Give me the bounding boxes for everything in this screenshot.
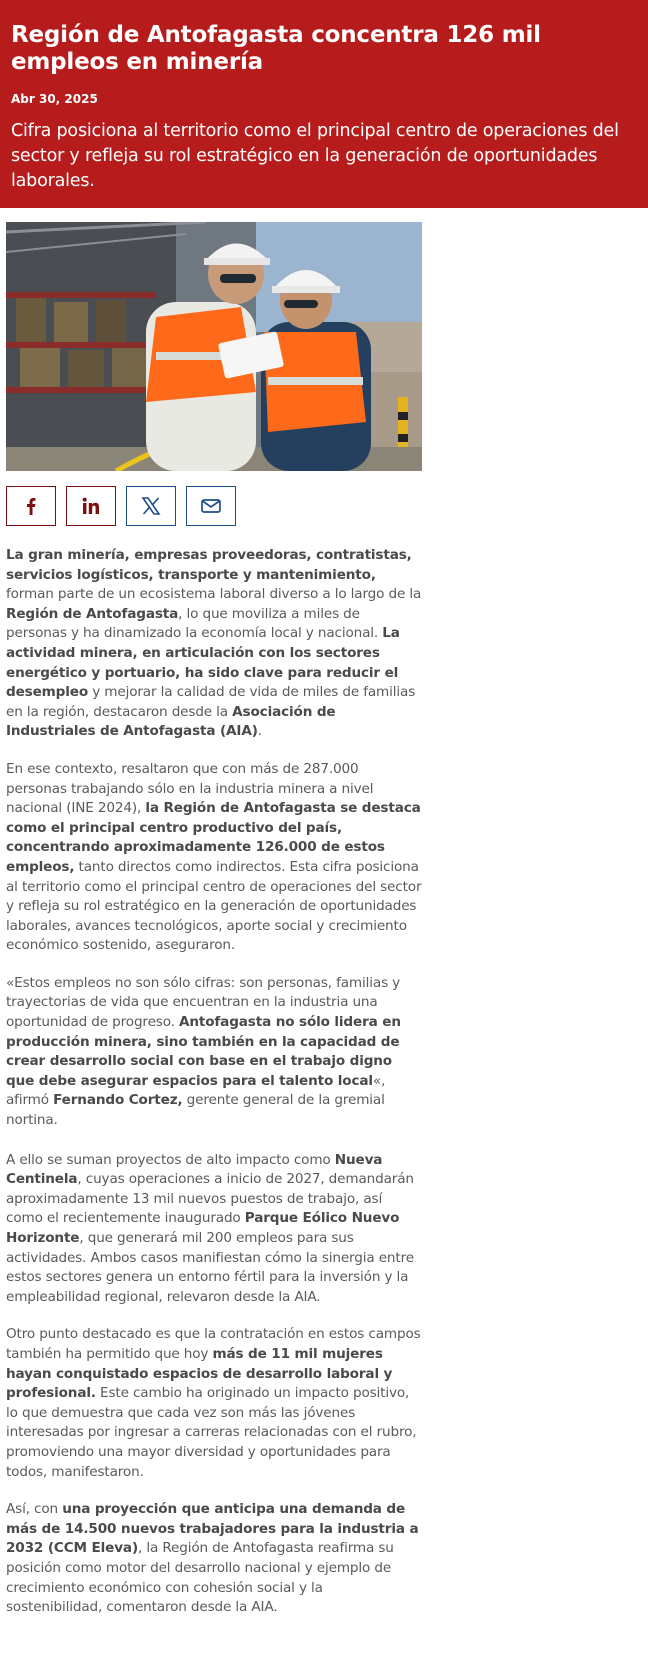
share-buttons (6, 486, 236, 526)
x-icon (141, 496, 161, 516)
linkedin-share-button[interactable] (66, 486, 116, 526)
body-text: A ello se suman proyectos de alto impacto como (6, 1151, 335, 1168)
article-paragraph (6, 1500, 422, 1618)
x-share-button[interactable] (126, 486, 176, 526)
article-summary: Cifra posiciona al territorio como el principal centro de operaciones del sector y refleja su rol estratégico en la generación de oportunidades laborales. (11, 121, 619, 191)
bold-text: Parque Eólico Nuevo Horizonte (6, 1210, 400, 1246)
facebook-share-button[interactable] (6, 486, 56, 526)
body-text: forman parte de un ecosistema laboral diverso a lo largo de la (6, 586, 422, 603)
email-share-button[interactable] (186, 486, 236, 526)
article-paragraph (6, 760, 422, 956)
mail-icon (200, 496, 222, 516)
body-text: , la Región de Antofagasta reafirma su posición como motor del desarrollo nacional y ejemplo de crecimiento económico con cohesión social y la sostenibilidad, comentaron desde la AIA. (6, 1540, 394, 1616)
bold-text: La actividad minera, en articulación con los sectores energético y portuario, ha sido clave para reducir el desempleo (6, 625, 400, 701)
publish-date: Abr 30, 2025 (11, 92, 98, 106)
bold-text: La gran minería, empresas proveedoras, contratistas, servicios logísticos, transporte y mantenimiento, (6, 547, 412, 583)
bold-text: una proyección que anticipa una demanda de más de 14.500 nuevos trabajadores para la industria a 2032 (CCM Eleva) (6, 1501, 419, 1557)
body-text: , lo que moviliza a miles de personas y ha dinamizado la economía local y nacional. (6, 605, 383, 642)
article-photo (6, 222, 422, 471)
article-paragraph (6, 1151, 422, 1308)
bold-text: la Región de Antofagasta se destaca como el principal centro productivo del país, concentrando aproximadamente 126.000 de estos empleos, (6, 800, 421, 875)
body-text: Este cambio ha originado un impacto positivo, lo que demuestra que cada vez son más las jóvenes interesadas por ingresar a carreras relacionadas con el rubro, promoviendo una mayor diversidad y oportunidades para todos, manifestaron. (6, 1385, 417, 1480)
bold-text: Nueva Centinela (6, 1151, 383, 1188)
bold-text: Antofagasta no sólo lidera en producción minera, sino también en la capacidad de crear desarrollo social con base en el trabajo digno que debe asegurar espacios para el talento local (6, 1014, 401, 1089)
facebook-icon (21, 496, 41, 516)
article-paragraph (6, 546, 422, 742)
bold-text: Asociación de Industriales de Antofagasta (AIA) (6, 703, 336, 740)
article-title: Región de Antofagasta concentra 126 mil empleos en minería (11, 22, 541, 75)
body-text: tanto directos como indirectos. Esta cifra posiciona al territorio como el principal centro de operaciones del sector y refleja su rol estratégico en la generación de oportunidades laborales, avances tecnológicos, aporte social y crecimiento económico sostenido, aseguraron. (6, 858, 422, 954)
body-text: gerente general de la gremial nortina. (6, 1092, 385, 1129)
article-header (0, 0, 648, 208)
article-paragraph (6, 974, 422, 1131)
body-text: «Estos empleos no son sólo cifras: son personas, familias y trayectorias de vida que encuentran en la industria una oportunidad de progreso. (6, 974, 401, 1031)
body-text: y mejorar la calidad de vida de miles de familias en la región, destacaron desde la (6, 684, 416, 720)
body-text: Otro punto destacado es que la contratación en estos campos también ha permitido que hoy (6, 1326, 421, 1362)
body-text: . (257, 723, 262, 740)
body-text: «, afirmó (6, 1072, 386, 1109)
bold-text: Región de Antofagasta (6, 605, 179, 622)
bold-text: más de 11 mil mujeres hayan conquistado espacios de desarrollo laboral y profesional. (6, 1345, 393, 1402)
article-body (6, 546, 422, 1636)
body-text: Así, con (6, 1501, 63, 1518)
body-text: En ese contexto, resaltaron que con más de 287.000 personas trabajando sólo en la industria minera a nivel nacional (INE 2024), (6, 760, 374, 817)
linkedin-icon (81, 496, 101, 516)
bold-text: Fernando Cortez, (53, 1092, 183, 1109)
article-paragraph (6, 1325, 422, 1482)
body-text: , cuyas operaciones a inicio de 2027, demandarán aproximadamente 13 mil nuevos puestos de trabajo, así como el recientemente inaugurado (6, 1171, 414, 1227)
body-text: , que generará mil 200 empleos para sus actividades. Ambos casos manifiestan cómo la sinergia entre estos sectores genera un entorno fértil para la inversión y la empleabilidad regional, relevaron desde la AIA. (6, 1230, 414, 1305)
